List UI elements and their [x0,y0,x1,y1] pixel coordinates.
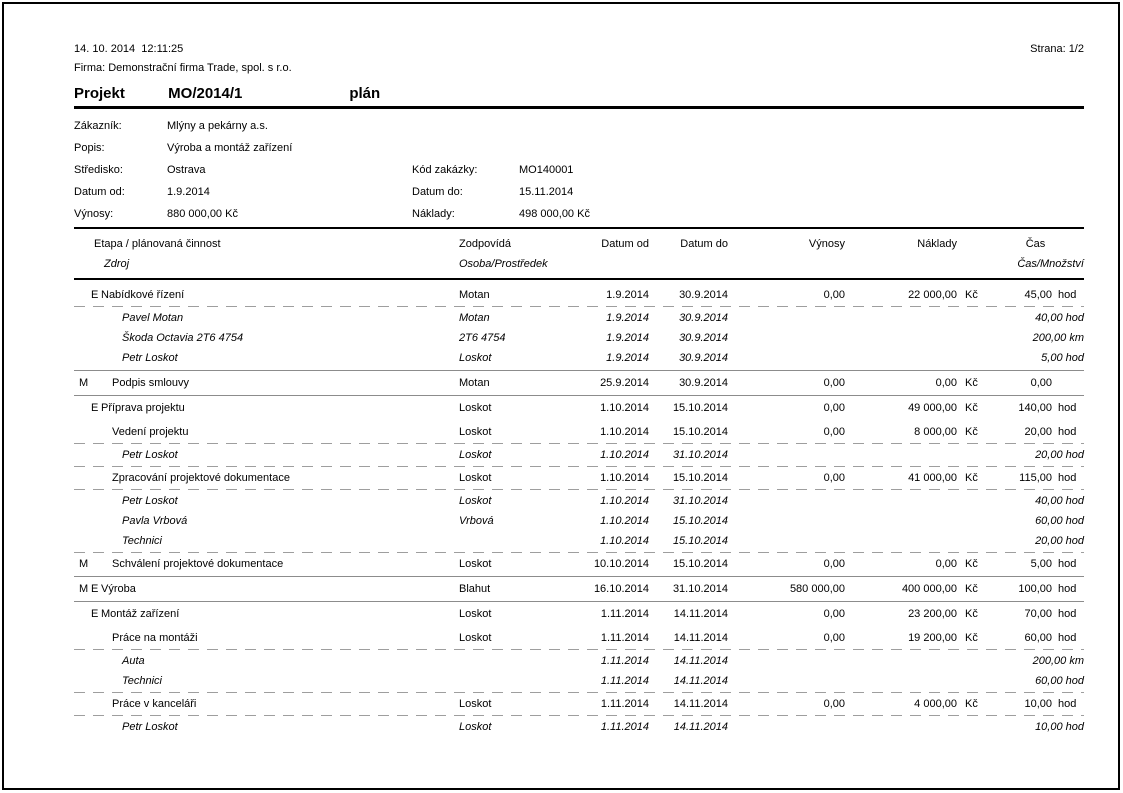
stage-marker [91,445,101,465]
cell-date-to: 30.9.2014 [679,332,728,344]
cell-date-to: 14.11.2014 [673,632,728,644]
cell-currency [957,671,987,691]
description-value: Výroba a montáž zařízení [167,142,293,154]
table-row [74,604,1084,624]
cell-time: 45,00 [1024,289,1052,301]
table-row [74,285,1084,305]
table-row [74,373,1084,393]
info-row-dates [74,181,1084,203]
col-activity-header: Etapa / plánovaná činnost [94,238,221,250]
cell-activity: Petr Loskot [122,352,178,364]
date-to-label: Datum do: [412,186,463,198]
row-separator-dashed [74,306,1084,307]
stage-marker [91,628,101,648]
cell-revenues: 580 000,00 [789,583,845,595]
table-row [74,328,1084,348]
cell-time: 70,00 [1024,608,1052,620]
cell-currency [957,651,987,671]
cell-currency: Kč [965,583,978,595]
cell-currency: Kč [965,558,978,570]
table-body [74,280,1084,737]
cell-date-from: 1.10.2014 [600,515,649,527]
cell-currency: Kč [965,472,978,484]
cell-revenues [728,445,845,465]
table-row [74,308,1084,328]
cell-responsible: Loskot [459,698,492,710]
date-from-value: 1.9.2014 [167,186,210,198]
cell-time-unit [1052,373,1084,393]
milestone-marker [79,348,91,368]
cell-date-to: 30.9.2014 [679,352,728,364]
cell-date-to: 15.10.2014 [672,558,728,570]
info-row-customer [74,115,1084,137]
cell-activity: Příprava projektu [101,402,185,414]
cell-revenues [728,491,845,511]
cell-time-unit: hod [1058,608,1077,620]
cell-time-quantity: 40,00 hod [1035,495,1084,507]
cell-costs: 0,00 [935,558,957,570]
cell-responsible: Motan [459,312,490,324]
cell-costs: 19 200,00 [908,632,957,644]
report-header [74,40,1084,78]
cell-costs: 400 000,00 [901,583,957,595]
cell-revenues [728,328,845,348]
cell-responsible: Loskot [459,449,492,461]
report-company: Firma: Demonstrační firma Trade, spol. s r.o. [74,62,292,74]
cell-date-to: 31.10.2014 [672,583,728,595]
stage-marker [91,531,101,551]
cell-responsible: Motan [459,289,490,301]
cell-responsible: Loskot [459,495,492,507]
cell-date-to: 14.11.2014 [673,698,728,710]
info-row-amounts [74,203,1084,225]
order-code-value: MO140001 [519,164,574,176]
milestone-marker [79,308,91,328]
cell-time-unit: hod [1058,632,1077,644]
col-revenues-header: Výnosy [808,238,845,250]
row-separator-solid [74,370,1084,371]
stage-marker [91,651,101,671]
cell-time: 60,00 [1024,632,1052,644]
cell-date-from: 1.11.2014 [600,675,649,687]
cell-currency [957,328,987,348]
stage-marker: E [91,583,99,595]
cell-currency: Kč [965,402,978,414]
cell-time-quantity: 5,00 hod [1041,352,1084,364]
cell-time-quantity: 40,00 hod [1035,312,1084,324]
row-separator-dashed [74,466,1084,467]
table-header-row-main [74,234,1084,255]
cell-date-from: 1.9.2014 [606,352,649,364]
table-row [74,398,1084,418]
cell-time-quantity: 60,00 hod [1035,515,1084,527]
cell-activity: Petr Loskot [122,449,178,461]
stage-marker [91,348,101,368]
cell-date-to: 14.11.2014 [673,721,728,733]
table-row [74,348,1084,368]
stage-marker [91,491,101,511]
cell-date-to: 31.10.2014 [672,449,728,461]
cell-costs [845,511,957,531]
cell-date-to: 15.10.2014 [672,402,728,414]
col-date-to-header: Datum do [680,238,728,250]
col-date-from-header: Datum od [601,238,649,250]
costs-value: 498 000,00 Kč [519,208,590,220]
info-row-center-code [74,159,1084,181]
cell-date-from: 1.10.2014 [600,449,649,461]
cell-responsible: Motan [459,377,490,389]
row-separator-dashed [74,649,1084,650]
cell-currency [957,531,987,551]
cell-costs [845,717,957,737]
cell-activity: Auta [122,655,145,667]
page-number: Strana: 1/2 [1030,43,1084,55]
cell-date-to: 31.10.2014 [672,495,728,507]
milestone-marker [79,671,91,691]
cell-costs [845,531,957,551]
cell-date-to: 15.10.2014 [672,426,728,438]
cell-responsible: Vrbová [459,515,494,527]
table-row [74,511,1084,531]
cell-time: 140,00 [1018,402,1052,414]
stage-marker [91,717,101,737]
milestone-marker: M [79,558,89,570]
milestone-marker [79,491,91,511]
milestone-marker [79,694,91,714]
cell-time-quantity: 20,00 hod [1035,449,1084,461]
cell-date-from: 1.10.2014 [600,472,649,484]
milestone-marker [79,511,91,531]
milestone-marker [79,717,91,737]
cell-revenues: 0,00 [823,472,845,484]
cell-date-from: 1.10.2014 [600,426,649,438]
cell-date-from: 25.9.2014 [600,377,649,389]
cell-costs [845,308,957,328]
cell-revenues: 0,00 [823,426,845,438]
cell-revenues: 0,00 [823,632,845,644]
cell-revenues [728,531,845,551]
info-row-description [74,137,1084,159]
cell-activity: Nabídkové řízení [101,289,185,301]
milestone-marker [79,531,91,551]
cell-revenues: 0,00 [823,608,845,620]
stage-marker [91,422,101,442]
cell-time-quantity: 20,00 hod [1035,535,1084,547]
cell-costs: 8 000,00 [914,426,957,438]
cell-revenues [728,717,845,737]
customer-label: Zákazník: [74,120,122,132]
stage-marker [91,554,101,574]
cell-revenues: 0,00 [823,698,845,710]
cell-time-quantity: 200,00 km [1032,332,1084,344]
milestone-marker [79,651,91,671]
cell-activity: Práce na montáži [112,632,198,644]
cell-date-from: 1.9.2014 [606,289,649,301]
report-page [2,2,1120,790]
cell-responsible: Loskot [459,558,492,570]
order-code-label: Kód zakázky: [412,164,478,176]
cell-time: 5,00 [1030,558,1052,570]
cell-revenues: 0,00 [823,558,845,570]
cell-activity: Montáž zařízení [101,608,180,620]
cell-time: 100,00 [1018,583,1052,595]
cell-responsible: Loskot [459,352,492,364]
cell-date-to: 15.10.2014 [672,515,728,527]
cell-responsible: Blahut [459,583,491,595]
cell-date-from: 1.11.2014 [600,632,649,644]
cell-currency: Kč [965,698,978,710]
title-variant: plán [349,85,381,102]
cell-revenues: 0,00 [823,289,845,301]
milestone-marker [79,445,91,465]
cell-costs: 22 000,00 [908,289,957,301]
stage-marker: E [91,289,99,301]
cell-time-unit: hod [1058,289,1077,301]
report-datetime: 14. 10. 2014 12:11:25 [74,43,184,55]
cell-responsible [459,671,569,691]
table-row [74,554,1084,574]
stage-marker [91,694,101,714]
stage-marker [91,373,101,393]
milestone-marker [79,398,91,418]
cell-time-unit: hod [1058,558,1077,570]
cell-responsible: Loskot [459,472,492,484]
row-separator-dashed [74,489,1084,490]
center-value: Ostrava [167,164,206,176]
cell-time-unit: hod [1058,426,1077,438]
stage-marker: E [91,608,99,620]
row-separator-dashed [74,692,1084,693]
cell-revenues: 0,00 [823,377,845,389]
cell-currency [957,511,987,531]
cell-currency [957,348,987,368]
row-separator-dashed [74,443,1084,444]
row-separator-dashed [74,552,1084,553]
cell-responsible: 2T6 4754 [459,332,506,344]
cell-time-unit: hod [1058,698,1077,710]
cell-currency [957,308,987,328]
cell-activity: Schválení projektové dokumentace [112,558,284,570]
cell-time: 20,00 [1024,426,1052,438]
cell-date-from: 10.10.2014 [593,558,649,570]
table-row [74,694,1084,714]
cell-costs [845,651,957,671]
row-separator-solid [74,395,1084,396]
cell-time-quantity: 60,00 hod [1035,675,1084,687]
costs-label: Náklady: [412,208,455,220]
milestone-marker [79,628,91,648]
cell-time-quantity: 10,00 hod [1035,721,1084,733]
cell-date-from: 1.9.2014 [606,312,649,324]
milestone-marker [79,604,91,624]
col-time-qty-header: Čas/Množství [1017,258,1084,270]
customer-value: Mlýny a pekárny a.s. [167,120,268,132]
table-header [74,227,1084,280]
cell-date-to: 14.11.2014 [673,675,728,687]
report-title [74,85,1084,109]
revenues-label: Výnosy: [74,208,114,220]
table-row [74,579,1084,599]
row-separator-dashed [74,715,1084,716]
cell-costs [845,491,957,511]
cell-costs: 49 000,00 [908,402,957,414]
cell-date-from: 1.11.2014 [600,608,649,620]
cell-costs [845,671,957,691]
cell-time-unit: hod [1058,402,1077,414]
cell-date-to: 30.9.2014 [679,377,728,389]
cell-activity: Petr Loskot [122,495,178,507]
cell-activity: Škoda Octavia 2T6 4754 [122,332,244,344]
row-separator-solid [74,601,1084,602]
project-info [74,115,1084,225]
cell-activity: Zpracování projektové dokumentace [112,472,290,484]
report-content [74,40,1084,737]
milestone-marker [79,328,91,348]
table-header-row-sub [74,255,1084,274]
date-to-value: 15.11.2014 [519,186,574,198]
cell-activity: Pavla Vrbová [122,515,188,527]
stage-marker [91,511,101,531]
milestone-marker [79,285,91,305]
title-code: MO/2014/1 [168,85,243,102]
stage-marker [91,328,101,348]
table-row [74,491,1084,511]
cell-currency: Kč [965,289,978,301]
cell-activity: Pavel Motan [122,312,184,324]
sub-header-spacer [569,255,987,274]
cell-responsible: Loskot [459,721,492,733]
stage-marker [91,468,101,488]
stage-marker: E [91,402,99,414]
cell-time: 0,00 [1030,377,1052,389]
description-label: Popis: [74,142,105,154]
cell-revenues: 0,00 [823,402,845,414]
cell-responsible: Loskot [459,402,492,414]
milestone-marker [79,468,91,488]
cell-responsible [459,651,569,671]
cell-responsible: Loskot [459,632,492,644]
cell-costs: 41 000,00 [908,472,957,484]
col-costs-header: Náklady [917,238,957,250]
cell-activity: Podpis smlouvy [112,377,190,389]
milestone-marker: M [79,377,89,389]
table-row [74,422,1084,442]
milestone-marker [79,422,91,442]
cell-date-from: 16.10.2014 [593,583,649,595]
cell-activity: Vedení projektu [112,426,189,438]
cell-time: 10,00 [1024,698,1052,710]
col-responsible-header: Zodpovídá [459,238,511,250]
cell-currency [957,717,987,737]
cell-activity: Petr Loskot [122,721,178,733]
col-person-header: Osoba/Prostředek [459,258,548,270]
cell-date-to: 15.10.2014 [672,535,728,547]
table-row [74,531,1084,551]
table-row [74,628,1084,648]
cell-activity: Technici [122,535,162,547]
table-row [74,671,1084,691]
cell-responsible: Loskot [459,608,492,620]
cell-date-to: 14.11.2014 [673,608,728,620]
col-time-header: Čas [1025,238,1046,250]
cell-costs [845,328,957,348]
cell-date-to: 14.11.2014 [673,655,728,667]
cell-date-to: 30.9.2014 [679,289,728,301]
cell-responsible: Loskot [459,426,492,438]
table-row [74,468,1084,488]
cell-date-from: 1.11.2014 [600,655,649,667]
cell-costs: 0,00 [935,377,957,389]
table-row [74,445,1084,465]
title-label: Projekt [74,85,125,102]
center-label: Středisko: [74,164,123,176]
cell-date-from: 1.10.2014 [600,535,649,547]
cell-responsible [459,531,569,551]
cell-date-to: 15.10.2014 [672,472,728,484]
stage-marker [91,308,101,328]
cell-currency: Kč [965,377,978,389]
cell-currency: Kč [965,632,978,644]
cell-revenues [728,348,845,368]
col-source-header: Zdroj [104,258,130,270]
cell-time-unit: hod [1058,472,1077,484]
cell-revenues [728,671,845,691]
cell-currency: Kč [965,608,978,620]
cell-costs: 4 000,00 [914,698,957,710]
cell-currency [957,491,987,511]
cell-revenues [728,651,845,671]
cell-time: 115,00 [1019,472,1052,484]
table-row [74,717,1084,737]
cell-date-from: 1.11.2014 [600,698,649,710]
project-table [74,227,1084,737]
revenues-value: 880 000,00 Kč [167,208,238,220]
cell-revenues [728,511,845,531]
table-row [74,651,1084,671]
cell-date-from: 1.9.2014 [606,332,649,344]
cell-costs [845,445,957,465]
cell-currency: Kč [965,426,978,438]
cell-costs [845,348,957,368]
cell-costs: 23 200,00 [908,608,957,620]
cell-currency [957,445,987,465]
date-from-label: Datum od: [74,186,125,198]
cell-date-to: 30.9.2014 [679,312,728,324]
cell-activity: Výroba [101,583,136,595]
cell-time-quantity: 200,00 km [1032,655,1084,667]
milestone-marker: M [79,583,89,595]
cell-time-unit: hod [1058,583,1077,595]
row-separator-solid [74,576,1084,577]
cell-activity: Práce v kanceláři [112,698,197,710]
stage-marker [91,671,101,691]
cell-date-from: 1.10.2014 [600,402,649,414]
cell-revenues [728,308,845,328]
cell-activity: Technici [122,675,162,687]
cell-date-from: 1.10.2014 [600,495,649,507]
cell-date-from: 1.11.2014 [600,721,649,733]
col-currency-spacer [957,234,987,255]
